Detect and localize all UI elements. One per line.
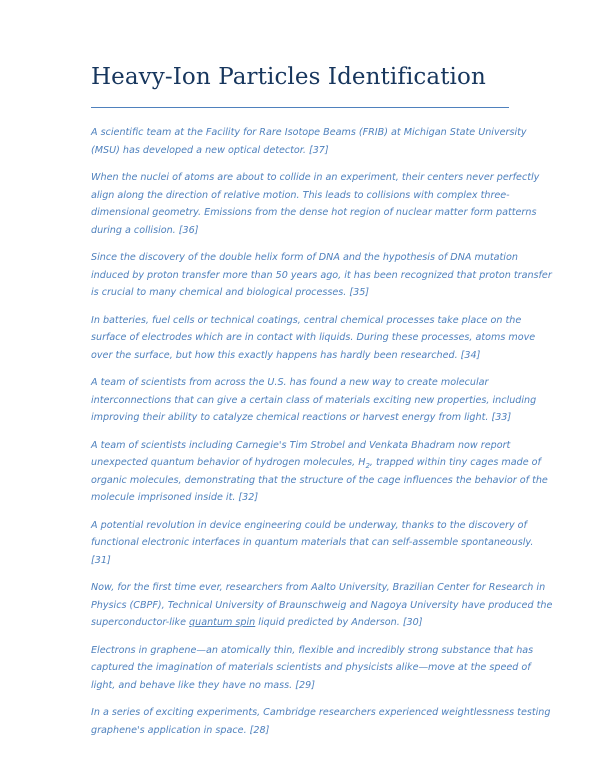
subscript-2: 2 <box>365 461 370 470</box>
paragraph-frib-detector: A scientific team at the Facility for Rare Isotope Beams (FRIB) at Michigan State University (MSU) has developed a new optical detector. [37] <box>91 127 527 156</box>
paragraph-text-before: A team of scientists including Carnegie's Tim Strobel and Venkata Bhadram now report unexpected quantum behavior of hydrogen molecules, H <box>91 439 511 468</box>
paragraph-quantum-spin-liquid <box>91 579 553 632</box>
title-divider <box>91 107 509 108</box>
page-title: Heavy-Ion Particles Identification <box>91 64 486 90</box>
article-body <box>91 124 553 749</box>
paragraph-text-before: Now, for the first time ever, researchers from Aalto University, Brazilian Center for Research in Physics (CBPF), Technical University of Braunschweig and Nagoya University have produced the superconductor-like <box>91 582 553 628</box>
paragraph-molecular-interconnections: A team of scientists from across the U.S. has found a new way to create molecular interconnections that can give a certain class of materials exciting new properties, including improving their ability to catalyze chemical reactions or harvest energy from light. [33] <box>91 377 537 423</box>
paragraph-electrode-surface: In batteries, fuel cells or technical coatings, central chemical processes take place on the surface of electrodes which are in contact with liquids. During these processes, atoms move over the surface, but how this exactly happens has hardly been researched. [34] <box>91 314 536 361</box>
paragraph-quantum-interfaces: A potential revolution in device engineering could be underway, thanks to the discovery of functional electronic interfaces in quantum materials that can self-assemble spontaneously. [31] <box>91 519 534 566</box>
paragraph-graphene-electrons: Electrons in graphene—an atomically thin, flexible and incredibly strong substance that has captured the imagination of materials scientists and physicists alike—move at the speed of light, and behave like they have no mass. [29] <box>91 644 534 691</box>
paragraph-text-after: , trapped within tiny cages made of organic molecules, demonstrating that the structure of the cage influences the behavior of the molecule imprisoned inside it. [32] <box>91 457 548 503</box>
paragraph-dna-proton-transfer: Since the discovery of the double helix form of DNA and the hypothesis of DNA mutation induced by proton transfer more than 50 years ago, it has been recognized that proton transfer is crucial to many chemical and biological processes. [35] <box>91 252 552 298</box>
paragraph-hydrogen-cages <box>91 437 553 507</box>
quantum-spin-link[interactable]: quantum spin <box>189 617 256 628</box>
paragraph-text-after: liquid predicted by Anderson. [30] <box>255 617 423 628</box>
paragraph-nuclei-collision: When the nuclei of atoms are about to collide in an experiment, their centers never perfectly align along the direction of relative motion. This leads to collisions with complex three-dimensional geometry. Emissions from the dense hot region of nuclear matter form patterns during a collision. [36] <box>91 172 540 236</box>
paragraph-graphene-space: In a series of exciting experiments, Cambridge researchers experienced weightlessness testing graphene's application in space. [28] <box>91 707 551 736</box>
